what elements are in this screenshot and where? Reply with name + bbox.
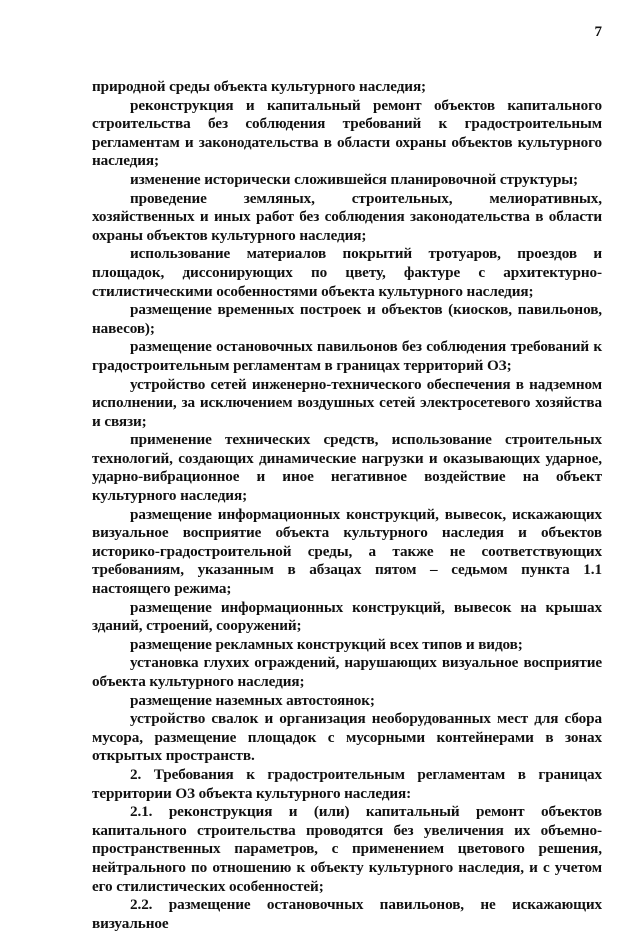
paragraph: размещение временных построек и объектов (киосков, павильонов, навесов); <box>92 301 602 337</box>
paragraph: устройство свалок и организация необорудованных мест для сбора мусора, размещение площадок с мусорными контейнерами в зонах открытых пространств. <box>92 710 602 765</box>
paragraph: устройство сетей инженерно-технического обеспечения в надземном исполнении, за исключением воздушных сетей электросетевого хозяйства и связи; <box>92 375 602 430</box>
paragraph: размещение наземных автостоянок; <box>130 691 375 709</box>
paragraph: реконструкция и капитальный ремонт объектов капитального строительства без соблюдения требований к градостроительным регламентам и законодательства в области охраны объектов культурного наследия; <box>92 96 602 170</box>
paragraph: применение технических средств, использование строительных технологий, создающих динамические нагрузки и оказывающих ударное, ударно-вибрационное и иное негативное воздействие на объект культурного наследия; <box>92 431 602 505</box>
paragraph: 2.2. размещение остановочных павильонов, не искажающих визуальное <box>92 896 602 932</box>
paragraph: размещение информационных конструкций, вывесок, искажающих визуальное восприятие объекта культурного наследия и объектов историко-градостроительной среды, а также не соответствующих требованиям, указанным в абзацах пятом – седьмом пункта 1.1 настоящего режима; <box>92 505 602 598</box>
paragraph: размещение остановочных павильонов без соблюдения требований к градостроительным регламентам в границах территорий ОЗ; <box>92 338 602 374</box>
paragraph: размещение рекламных конструкций всех типов и видов; <box>130 635 523 653</box>
paragraph: 2.1. реконструкция и (или) капитальный ремонт объектов капитального строительства проводятся без увеличения их объемно-пространственных параметров, с применением цветового решения, нейтрального по отношению к объекту культурного наследия, и с учетом его стилистических особенностей; <box>92 803 602 895</box>
paragraph: проведение земляных, строительных, мелиоративных, хозяйственных и иных работ без соблюдения законодательства в области охраны объектов культурного наследия; <box>92 189 602 244</box>
section-heading: 2. Требования к градостроительным регламентам в границах территории ОЗ объекта культурного наследия: <box>92 765 602 802</box>
paragraph: использование материалов покрытий тротуаров, проездов и площадок, диссонирующих по цвету, фактуре с архитектурно-стилистическими особенностями объекта культурного наследия; <box>92 245 602 300</box>
paragraph: природной среды объекта культурного наследия; <box>92 78 427 95</box>
paragraph: изменение исторически сложившейся планировочной структуры; <box>130 170 579 188</box>
page-number: 7 <box>594 24 602 40</box>
paragraph: установка глухих ограждений, нарушающих визуальное восприятие объекта культурного наследия; <box>92 654 602 690</box>
paragraph: размещение информационных конструкций, вывесок на крышах зданий, строений, сооружений; <box>92 598 602 635</box>
document-body <box>92 78 602 933</box>
